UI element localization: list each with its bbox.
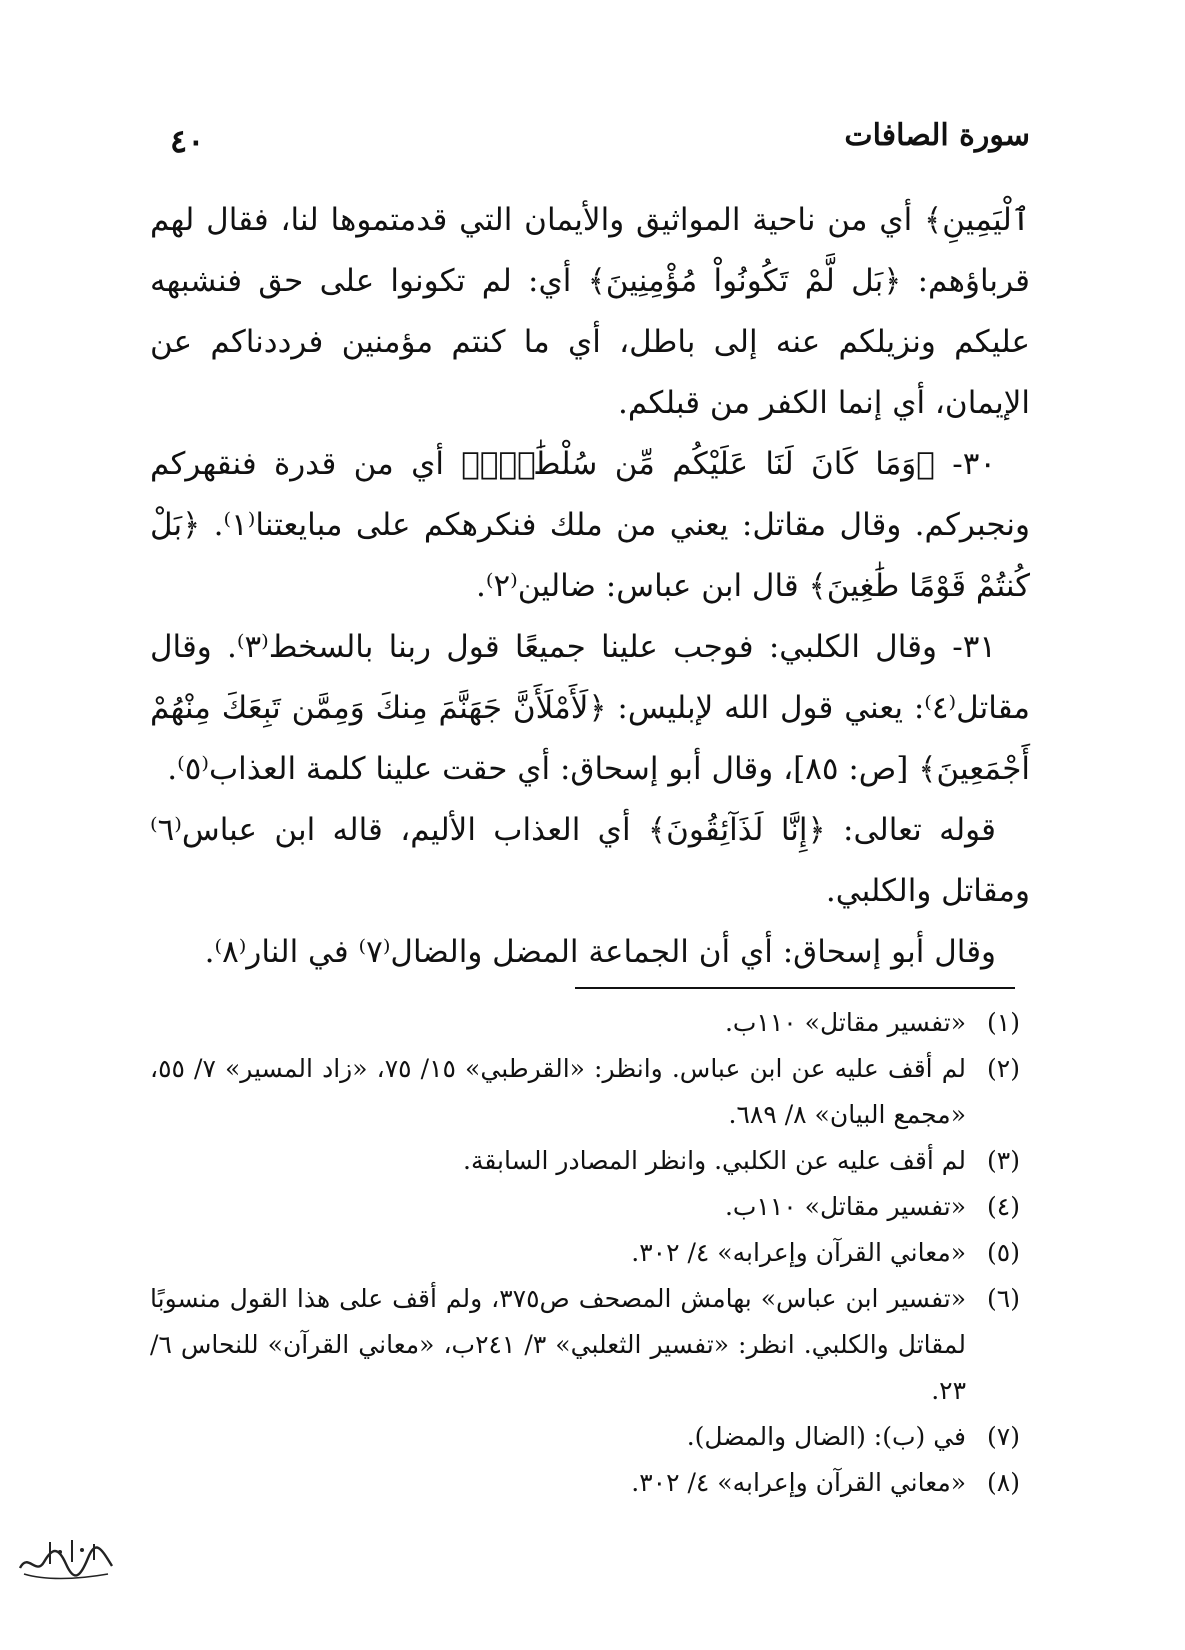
footnote-1	[150, 1000, 1020, 1046]
footnote-text: لم أقف عليه عن الكلبي. وانظر المصادر السابقة.	[463, 1146, 966, 1175]
surah-title: سورة الصافات	[844, 118, 1030, 153]
footnote-8	[150, 1460, 1020, 1506]
footnote-number: (٧)	[987, 1422, 1020, 1451]
footnote-6	[150, 1276, 1020, 1414]
paragraph-abu-ishaq: وقال أبو إسحاق: أي أن الجماعة المضل والضال⁽٧⁾ في النار⁽٨⁾.	[204, 934, 996, 970]
footnote-number: (٣)	[987, 1146, 1020, 1175]
footnote-number: (٥)	[987, 1238, 1020, 1267]
page-header	[170, 118, 1030, 168]
footnote-2	[150, 1046, 1020, 1138]
paragraph-verse-30: ٣٠- ﴿وَمَا كَانَ لَنَا عَلَيْكُم مِّن سُلْطَٰنٍۭ﴾ أي من قدرة فنقهركم ونجبركم. وقال مقاتل: يعني من ملك فنكرهكم على مبايعتنا⁽١⁾. ﴿بَلْ كُنتُمْ قَوْمًا طَٰغِينَ﴾ قال ابن عباس: ضالين⁽٢⁾.	[150, 446, 1030, 604]
footnotes	[150, 1000, 1020, 1506]
footnote-5	[150, 1230, 1020, 1276]
footnote-4	[150, 1184, 1020, 1230]
paragraph-verse-31-tafsir: قوله تعالى: ﴿إِنَّا لَذَآئِقُونَ﴾ أي العذاب الأليم، قاله ابن عباس⁽٦⁾ ومقاتل والكلبي.	[150, 812, 1030, 909]
footnote-text: «معاني القرآن وإعرابه» ٤/ ٣٠٢.	[631, 1238, 966, 1267]
footnote-text: «تفسير ابن عباس» بهامش المصحف ص٣٧٥، ولم أقف على هذا القول منسوبًا لمقاتل والكلبي. انظر: «تفسير الثعلبي» ٣/ ٢٤١ب، «معاني القرآن» للنحاس ٦/ ٢٣.	[150, 1284, 966, 1405]
footnote-number: (٦)	[987, 1284, 1020, 1313]
footnote-number: (٢)	[987, 1054, 1020, 1083]
publisher-logo	[14, 1532, 118, 1586]
footnote-text: «معاني القرآن وإعرابه» ٤/ ٣٠٢.	[631, 1468, 966, 1497]
footnote-number: (١)	[987, 1008, 1020, 1037]
footnote-3	[150, 1138, 1020, 1184]
footnote-7	[150, 1414, 1020, 1460]
paragraph-verse-31: ٣١- وقال الكلبي: فوجب علينا جميعًا قول ربنا بالسخط⁽٣⁾. وقال مقاتل⁽٤⁾: يعني قول الله لإبليس: ﴿لَأَمْلَأَنَّ جَهَنَّمَ مِنكَ وَمِمَّن تَبِعَكَ مِنْهُمْ أَجْمَعِينَ﴾ [ص: ٨٥]، وقال أبو إسحاق: أي حقت علينا كلمة العذاب⁽٥⁾.	[150, 629, 1030, 787]
footnote-text: في (ب): (الضال والمضل).	[686, 1422, 966, 1451]
footnote-number: (٤)	[987, 1192, 1020, 1221]
footnote-text: لم أقف عليه عن ابن عباس. وانظر: «القرطبي» ١٥/ ٧٥، «زاد المسير» ٧/ ٥٥، «مجمع البيان» ٨/ ٦٨٩.	[150, 1054, 966, 1129]
footnote-number: (٨)	[987, 1468, 1020, 1497]
main-text	[150, 190, 1030, 983]
footnote-text: «تفسير مقاتل» ١١٠ب.	[724, 1192, 966, 1221]
paragraph-1: ٱلْيَمِينِ﴾ أي من ناحية المواثيق والأيمان التي قدمتموها لنا، فقال لهم قرباؤهم: ﴿بَل لَّمْ تَكُونُواْ مُؤْمِنِينَ﴾ أي: لم تكونوا على حق فنشبهه عليكم ونزيلكم عنه إلى باطل، أي ما كنتم مؤمنين فرددناكم عن الإيمان، أي إنما الكفر من قبلكم.	[150, 202, 1030, 421]
footnote-divider	[575, 987, 1015, 989]
footnote-text: «تفسير مقاتل» ١١٠ب.	[724, 1008, 966, 1037]
page-number: ٤٠	[170, 122, 205, 160]
